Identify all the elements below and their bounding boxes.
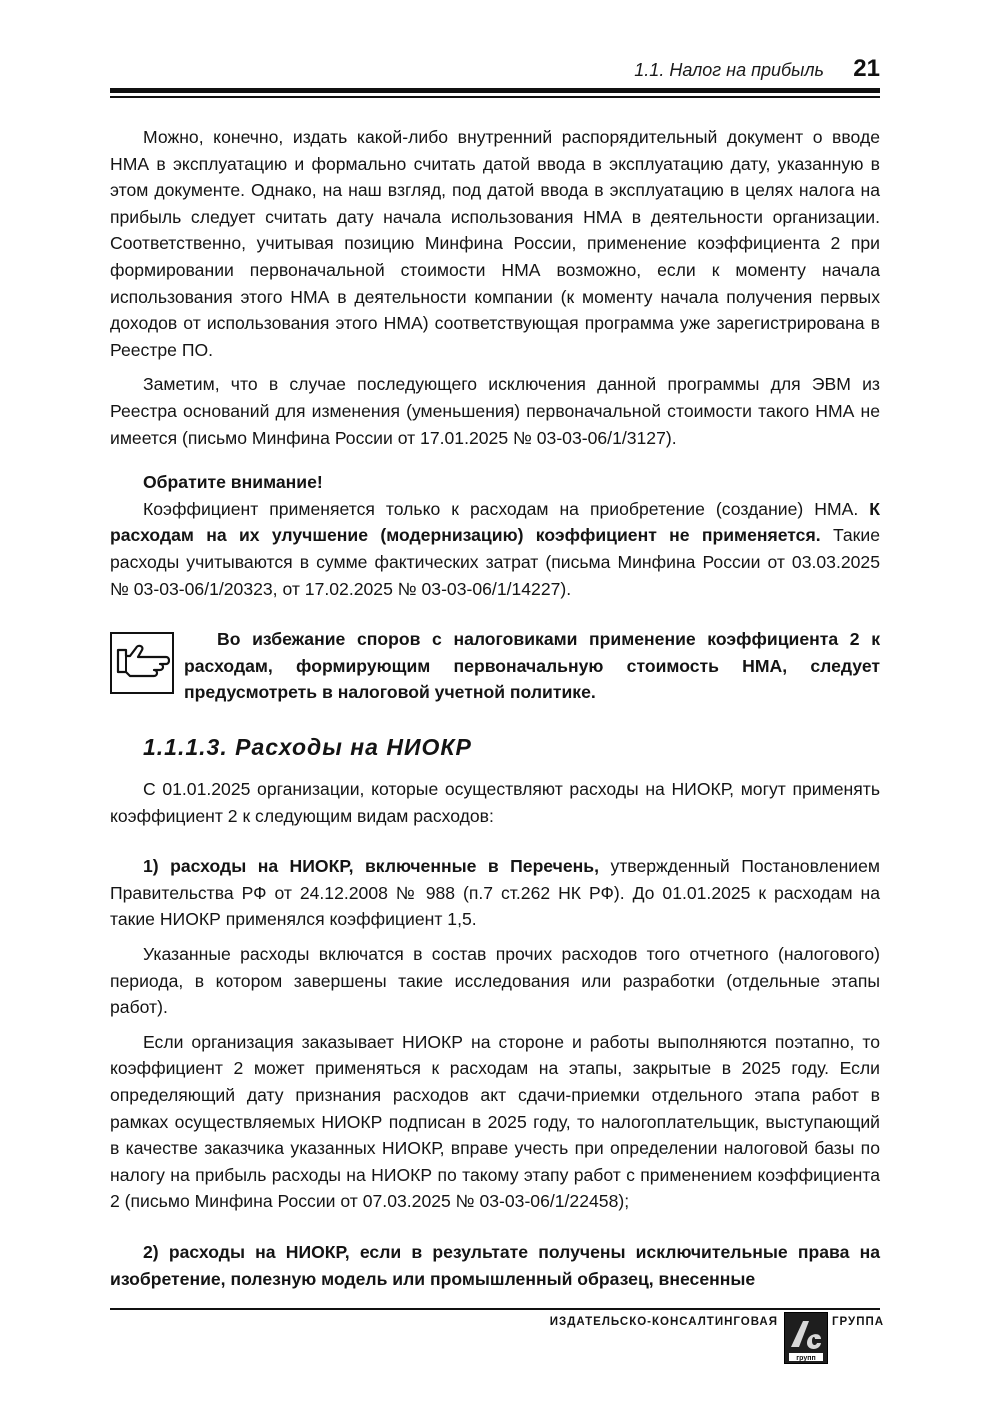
paragraph: Заметим, что в случае последующего исключения данной программы для ЭВМ из Реестра оснований для изменения (уменьшения) первоначальной стоимости такого НМА не имеется (письмо Минфина России от 17.01.2025 № 03-03-06/1/3127). (110, 374, 880, 448)
page-number: 21 (853, 55, 880, 82)
pointing-hand-icon (110, 632, 174, 694)
notice-text-bold: К расходам на их улучшение (модернизацию) коэффициент не применяется. (110, 498, 880, 546)
notice-text-plain: Коэффициент применяется только к расходам на приобретение (создание) НМА. (143, 498, 859, 519)
list-item-bold: 1) расходы на НИОКР, включенные в Перечень, (143, 856, 599, 877)
running-title: 1.1. Налог на прибыль (634, 60, 824, 80)
notice-text (110, 496, 880, 602)
section-heading: 1.1.1.3. Расходы на НИОКР (143, 734, 472, 761)
list-item-bold: расходы на НИОКР, если в результате получены исключительные права на изобретение, полезную модель или промышленный образец, внесенные (110, 1242, 880, 1289)
publisher-logo-icon (784, 1312, 828, 1364)
list-item (110, 1239, 880, 1292)
notice-text-plain: Такие расходы учитываются в сумме фактических затрат (письма Минфина России от 03.03.2025 № 03-03-06/1/20323, от 17.02.2025 № 03-03-06/1/14227). (110, 525, 880, 599)
paragraph: Можно, конечно, издать какой-либо внутренний распорядительный документ о вводе НМА в эксплуатацию и формально считать датой ввода в эксплуатацию дату, указанную в этом документе. Однако, на наш взгляд, под датой ввода в эксплуатацию в целях налога на прибыль следует считать дату начала использования НМА в деятельности организации. Соответственно, учитывая позицию Минфина России, применение коэффициента 2 при формировании первоначальной стоимости НМА возможно, если к моменту начала использования этого НМА в деятельности компании (к моменту начала получения первых доходов от использования этого НМА) соответствующая программа уже зарегистрирована в Реестре ПО. (110, 127, 880, 360)
list-item (110, 853, 880, 933)
footer-group: ГРУППА (832, 1316, 885, 1328)
notice-title: Обратите внимание! (143, 472, 323, 493)
paragraph: С 01.01.2025 организации, которые осуществляют расходы на НИОКР, могут применять коэффициент 2 к следующим видам расходов: (110, 779, 880, 826)
page-content (110, 124, 880, 1292)
recommendation-text: Во избежание споров с налоговиками применение коэффициента 2 к расходам, формирующим первоначальную стоимость НМА, следует предусмотреть в налоговой учетной политике. (184, 629, 880, 703)
notice-block (110, 469, 880, 602)
footer-rule (110, 1308, 880, 1310)
page-header (110, 55, 880, 86)
list-item-text: утвержденный Постановлением Правительства РФ от 24.12.2008 № 988 (п.7 ст.262 НК РФ). До 01.01.2025 к расходам на такие НИОКР применялся коэффициент 1,5. (110, 856, 880, 930)
header-rule-thick (110, 88, 880, 93)
recommendation-block (110, 626, 880, 708)
header-rule-thin (110, 96, 880, 98)
paragraph: Если организация заказывает НИОКР на стороне и работы выполняются поэтапно, то коэффициент 2 может применяться к расходам на этапы, закрытые в 2025 году. Если определяющий дату признания расходов акт сдачи-приемки отдельного этапа работ в рамках осуществляемых НИОКР подписан в 2025 году, то налогоплательщик, выступающий в качестве заказчика указанных НИОКР, вправе учесть при определении налоговой базы по налогу на прибыль расходы на НИОКР по такому этапу работ с применением коэффициента 2 (письмо Минфина России от 07.03.2025 № 03-03-06/1/22458); (110, 1031, 880, 1212)
footer-publisher: ИЗДАТЕЛЬСКО-КОНСАЛТИНГОВАЯ (549, 1316, 778, 1328)
paragraph: Указанные расходы включатся в состав прочих расходов того отчетного (налогового) периода, в котором завершены такие исследования или разработки (отдельные этапы работ). (110, 944, 880, 1018)
logo-caption: групп (796, 1355, 816, 1362)
list-item-number: 2) (143, 1242, 169, 1262)
